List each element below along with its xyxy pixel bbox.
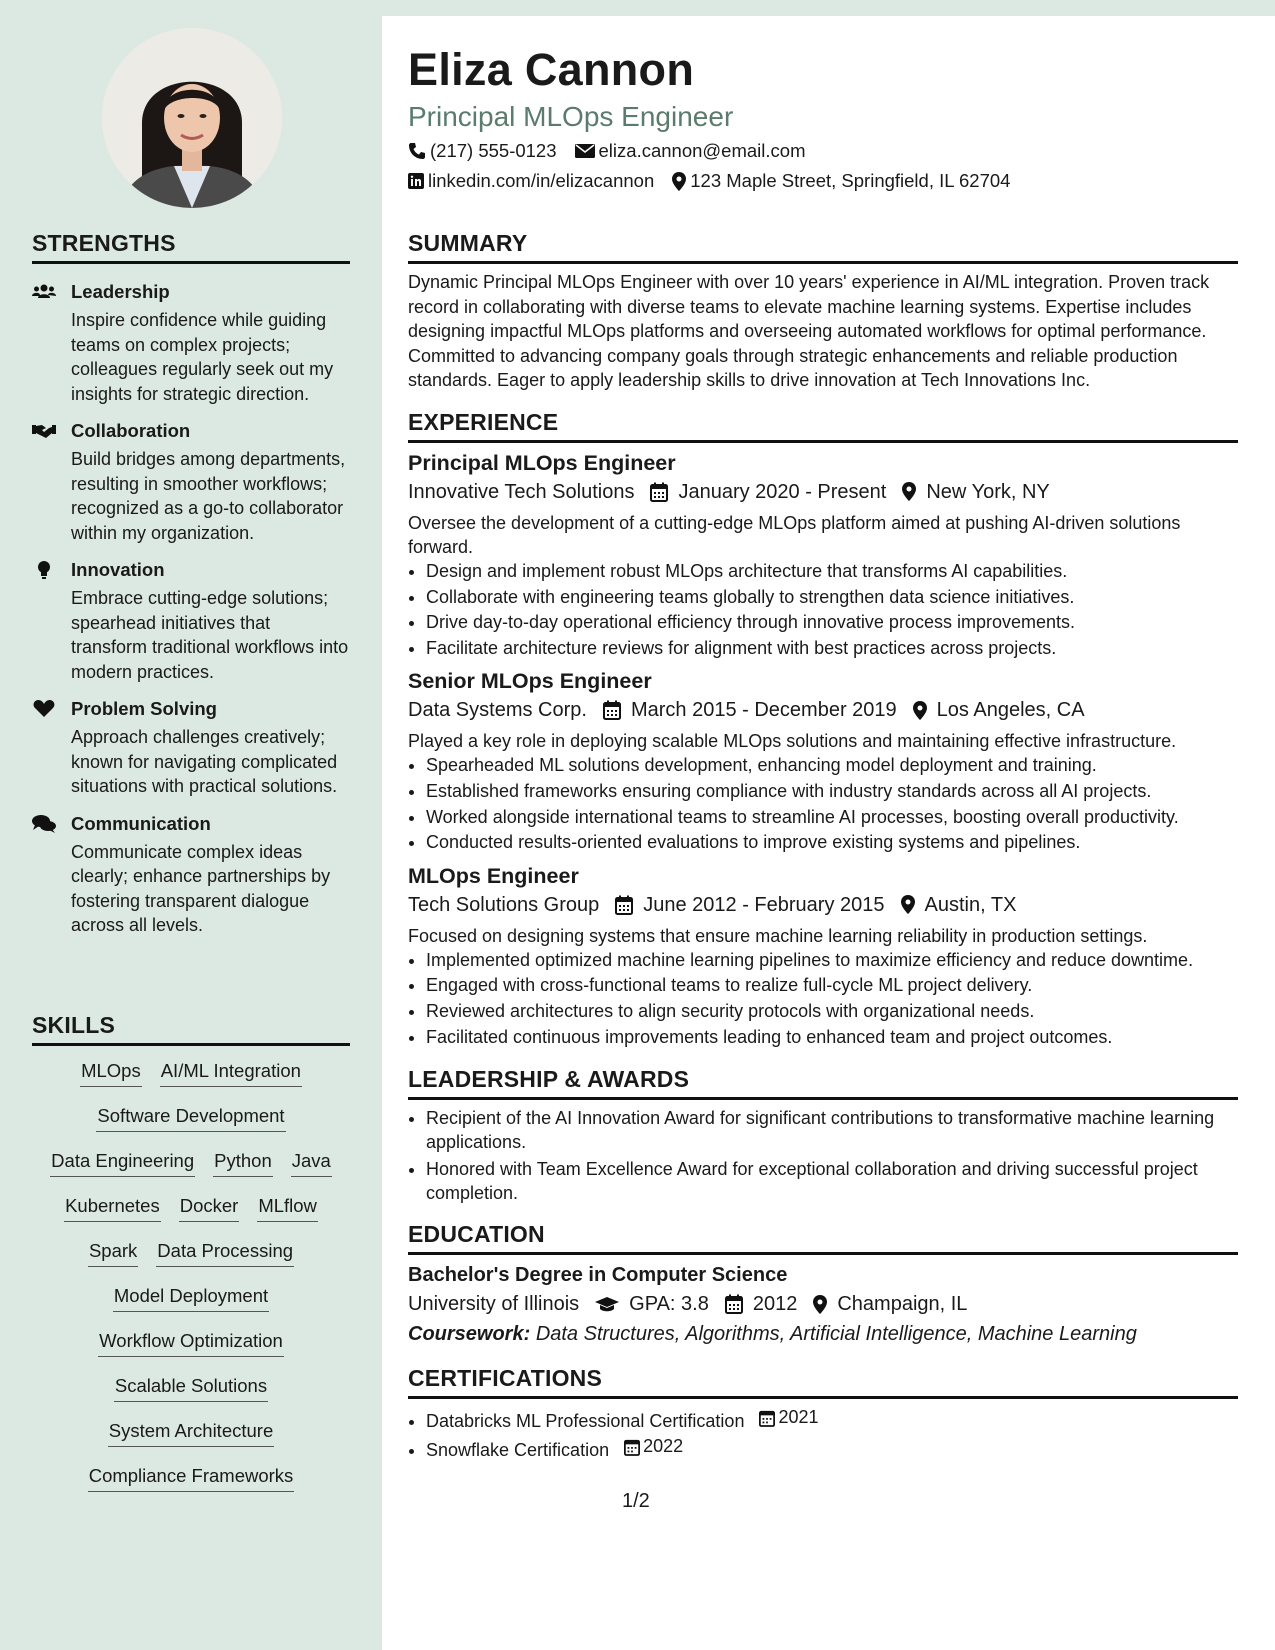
map-pin-icon <box>902 482 916 501</box>
contact-row <box>408 138 1238 164</box>
envelope-icon <box>575 143 595 159</box>
contact-row-2 <box>408 168 1238 194</box>
address-text: 123 Maple Street, Springfield, IL 62704 <box>690 170 1011 191</box>
degree: Bachelor's Degree in Computer Science <box>408 1264 788 1287</box>
summary-text: Dynamic Principal MLOps Engineer with over 10 years' experience in AI/ML integration. Proven track record in collaborating with diverse teams to elevate machine learning systems. Expertise includes designing impactful MLOps platforms and overseeing automated workflows for optimal performance. Committed to advancing company goals through strategic enhancements and reliable production standards. Eager to apply leadership skills to drive innovation at Tech Innovations Inc. <box>408 272 1210 391</box>
skill-tag: AI/ML Integration <box>160 1059 302 1087</box>
calendar-icon <box>650 482 668 502</box>
location-text: New York, NY <box>926 480 1050 503</box>
linkedin-contact <box>408 168 654 194</box>
skill-tag: Compliance Frameworks <box>88 1464 295 1492</box>
skill-tag: Kubernetes <box>64 1194 161 1222</box>
skill-row <box>32 1374 350 1419</box>
school-name: University of Illinois <box>408 1293 580 1316</box>
job-entry <box>408 667 1238 855</box>
skill-row <box>32 1059 350 1104</box>
job-meta <box>408 695 1238 725</box>
calendar-icon <box>725 1294 743 1314</box>
job-location <box>913 695 1085 725</box>
awards-section <box>408 1066 1238 1205</box>
awards-heading: LEADERSHIP & AWARDS <box>408 1066 1238 1100</box>
job-bullet: • Worked alongside international teams to streamline AI processes, boosting overall productivity. <box>426 805 1238 831</box>
certifications-list <box>408 1405 1238 1464</box>
strength-desc: Approach challenges creatively; known for navigating complicated situations with practical solutions. <box>71 727 338 796</box>
job-bullet: • Collaborate with engineering teams globally to strengthen data science initiatives. <box>426 585 1238 611</box>
location-text: Los Angeles, CA <box>936 699 1085 722</box>
job-bullet: • Reviewed architectures to align security protocols with organizational needs. <box>426 999 1238 1025</box>
company-name: Data Systems Corp. <box>408 699 587 722</box>
strength-name: Communication <box>71 812 211 834</box>
candidate-name: Eliza Cannon <box>408 44 695 95</box>
experience-heading: EXPERIENCE <box>408 409 1238 443</box>
job-location <box>901 890 1017 920</box>
education-section <box>408 1221 1238 1349</box>
job-meta <box>408 477 1238 507</box>
job-description: Oversee the development of a cutting-edge MLOps platform aimed at pushing AI-driven solutions forward. <box>408 512 1181 557</box>
email-text: eliza.cannon@email.com <box>598 140 806 161</box>
calendar-icon <box>759 1409 775 1427</box>
linkedin-icon <box>408 173 424 189</box>
lightbulb-icon <box>32 560 56 580</box>
strengths-heading: STRENGTHS <box>32 230 350 264</box>
year-text: 2012 <box>752 1293 798 1316</box>
phone-icon <box>408 142 426 160</box>
company <box>408 477 634 507</box>
skill-row <box>32 1149 350 1194</box>
strength-name: Leadership <box>71 281 170 302</box>
skill-tag: Data Engineering <box>50 1149 195 1177</box>
main-content <box>382 16 1275 1650</box>
dates-text: January 2020 - Present <box>678 480 887 503</box>
header <box>408 44 1238 194</box>
experience-section <box>408 409 1238 1050</box>
map-pin-icon <box>813 1295 827 1314</box>
heart-icon <box>32 699 56 719</box>
page-number: 1/2 <box>622 1490 650 1512</box>
job-entry <box>408 449 1238 661</box>
users-icon <box>32 282 56 302</box>
job-title-heading: Principal MLOps Engineer <box>408 101 734 132</box>
job-title: Principal MLOps Engineer <box>408 450 676 475</box>
strength-item <box>32 812 350 938</box>
year-text: 2021 <box>778 1407 819 1428</box>
award-item: • Recipient of the AI Innovation Award for significant contributions to transformative machine learning applications. <box>426 1106 1238 1154</box>
job-bullet: • Established frameworks ensuring compliance with industry standards across all AI projects. <box>426 779 1238 805</box>
education-heading: EDUCATION <box>408 1221 1238 1255</box>
skill-row <box>32 1239 350 1284</box>
certification-name: Snowflake Certification <box>426 1440 610 1461</box>
school <box>408 1289 579 1319</box>
strength-name: Innovation <box>71 559 165 580</box>
strength-name: Collaboration <box>71 420 191 441</box>
job-location <box>902 477 1049 507</box>
skill-tag: Java <box>291 1149 332 1177</box>
job-description: Focused on designing systems that ensure machine learning reliability in production settings. <box>408 925 1148 946</box>
skill-tag: Scalable Solutions <box>114 1374 268 1402</box>
map-pin-icon <box>672 172 686 191</box>
email-contact <box>575 138 806 164</box>
skills-list <box>32 1059 350 1509</box>
gpa <box>595 1289 709 1319</box>
certification-item <box>426 1405 1238 1434</box>
strength-item <box>32 697 350 799</box>
job-bullet: • Facilitate architecture reviews for alignment with best practices across projects. <box>426 636 1238 662</box>
skill-tag: Data Processing <box>156 1239 294 1267</box>
certification-year <box>759 1405 818 1431</box>
strength-desc: Inspire confidence while guiding teams on complex projects; colleagues regularly seek out my insights for strategic direction. <box>71 310 334 404</box>
body <box>408 230 1238 1464</box>
job-title: MLOps Engineer <box>408 863 579 888</box>
job-bullet: • Engaged with cross-functional teams to realize full-cycle ML project delivery. <box>426 973 1238 999</box>
coursework-text: Data Structures, Algorithms, Artificial Intelligence, Machine Learning <box>535 1323 1137 1346</box>
skill-tag: Software Development <box>96 1104 285 1132</box>
skill-tag: Model Deployment <box>113 1284 269 1312</box>
strength-name: Problem Solving <box>71 698 217 719</box>
skill-tag: Docker <box>179 1194 240 1222</box>
map-pin-icon <box>913 701 927 720</box>
skill-row <box>32 1329 350 1374</box>
summary-heading: SUMMARY <box>408 230 1238 264</box>
job-meta <box>408 890 1238 920</box>
skill-row <box>32 1194 350 1239</box>
awards-list <box>408 1106 1238 1205</box>
coursework <box>408 1319 1238 1349</box>
skill-tag: System Architecture <box>108 1419 275 1447</box>
address-contact <box>672 168 1010 194</box>
strength-item <box>32 558 350 684</box>
coursework-label: Coursework: <box>408 1323 531 1346</box>
company <box>408 695 587 725</box>
certification-item <box>426 1434 1238 1463</box>
skill-row <box>32 1284 350 1329</box>
job-bullet: • Spearheaded ML solutions development, enhancing model deployment and training. <box>426 753 1238 779</box>
dates-text: June 2012 - February 2015 <box>643 893 885 916</box>
certification-year <box>624 1434 683 1460</box>
skill-tag: Spark <box>88 1239 138 1267</box>
strength-item <box>32 419 350 545</box>
certifications-section <box>408 1365 1238 1464</box>
job-dates <box>650 477 886 507</box>
strength-desc: Communicate complex ideas clearly; enhance partnerships by fostering transparent dialogue across all levels. <box>71 841 331 935</box>
job-dates <box>603 695 897 725</box>
job-entry <box>408 862 1238 1050</box>
skills-section <box>32 1012 350 1509</box>
handshake-icon <box>32 421 56 441</box>
education-meta <box>408 1289 1238 1319</box>
job-bullet: • Facilitated continuous improvements leading to enhanced team and project outcomes. <box>426 1025 1238 1051</box>
job-bullets <box>408 948 1238 1050</box>
skill-tag: MLflow <box>257 1194 318 1222</box>
job-dates <box>615 890 884 920</box>
certification-name: Databricks ML Professional Certification <box>426 1410 745 1431</box>
map-pin-icon <box>901 895 915 914</box>
sidebar <box>0 0 382 1650</box>
calendar-icon <box>603 700 621 720</box>
job-bullets <box>408 559 1238 661</box>
location-text: Austin, TX <box>924 893 1017 916</box>
gpa-text: GPA: 3.8 <box>629 1293 709 1316</box>
graduation-cap-icon <box>595 1295 619 1313</box>
award-item: • Honored with Team Excellence Award for exceptional collaboration and driving successful project completion. <box>426 1157 1238 1205</box>
job-bullet: • Conducted results-oriented evaluations to improve existing systems and pipelines. <box>426 830 1238 856</box>
job-bullet: • Drive day-to-day operational efficiency through innovative process improvements. <box>426 610 1238 636</box>
job-bullet: • Design and implement robust MLOps architecture that transforms AI capabilities. <box>426 559 1238 585</box>
school-location <box>813 1289 967 1319</box>
grad-year <box>725 1289 798 1319</box>
calendar-icon <box>624 1438 640 1456</box>
skill-tag: Python <box>213 1149 273 1177</box>
phone-contact <box>408 138 557 164</box>
jobs-list <box>408 449 1238 1050</box>
linkedin-text: linkedin.com/in/elizacannon <box>428 170 655 191</box>
strengths-section <box>32 230 350 938</box>
job-title: Senior MLOps Engineer <box>408 669 652 694</box>
year-text: 2022 <box>643 1436 684 1457</box>
company <box>408 890 599 920</box>
skill-row <box>32 1464 350 1509</box>
comments-icon <box>32 814 56 834</box>
dates-text: March 2015 - December 2019 <box>630 699 897 722</box>
job-description: Played a key role in deploying scalable MLOps solutions and maintaining effective infrastructure. <box>408 731 1177 752</box>
location-text: Champaign, IL <box>837 1293 968 1316</box>
strength-desc: Build bridges among departments, resulting in smoother workflows; recognized as a go-to collaborator within my organization. <box>71 449 346 543</box>
company-name: Innovative Tech Solutions <box>408 480 635 503</box>
certifications-heading: CERTIFICATIONS <box>408 1365 1238 1399</box>
skill-tag: MLOps <box>80 1059 142 1087</box>
calendar-icon <box>615 895 633 915</box>
skill-tag: Workflow Optimization <box>98 1329 284 1357</box>
strength-item <box>32 280 350 406</box>
skill-row <box>32 1419 350 1464</box>
profile-photo <box>102 28 282 208</box>
job-bullets <box>408 753 1238 855</box>
company-name: Tech Solutions Group <box>408 893 600 916</box>
skill-row <box>32 1104 350 1149</box>
skills-heading: SKILLS <box>32 1012 350 1046</box>
phone-text: (217) 555-0123 <box>430 140 557 161</box>
summary-section <box>408 230 1238 393</box>
strength-desc: Embrace cutting-edge solutions; spearhead initiatives that transform traditional workflows into modern practices. <box>71 588 349 682</box>
job-bullet: • Implemented optimized machine learning pipelines to maximize efficiency and reduce downtime. <box>426 948 1238 974</box>
